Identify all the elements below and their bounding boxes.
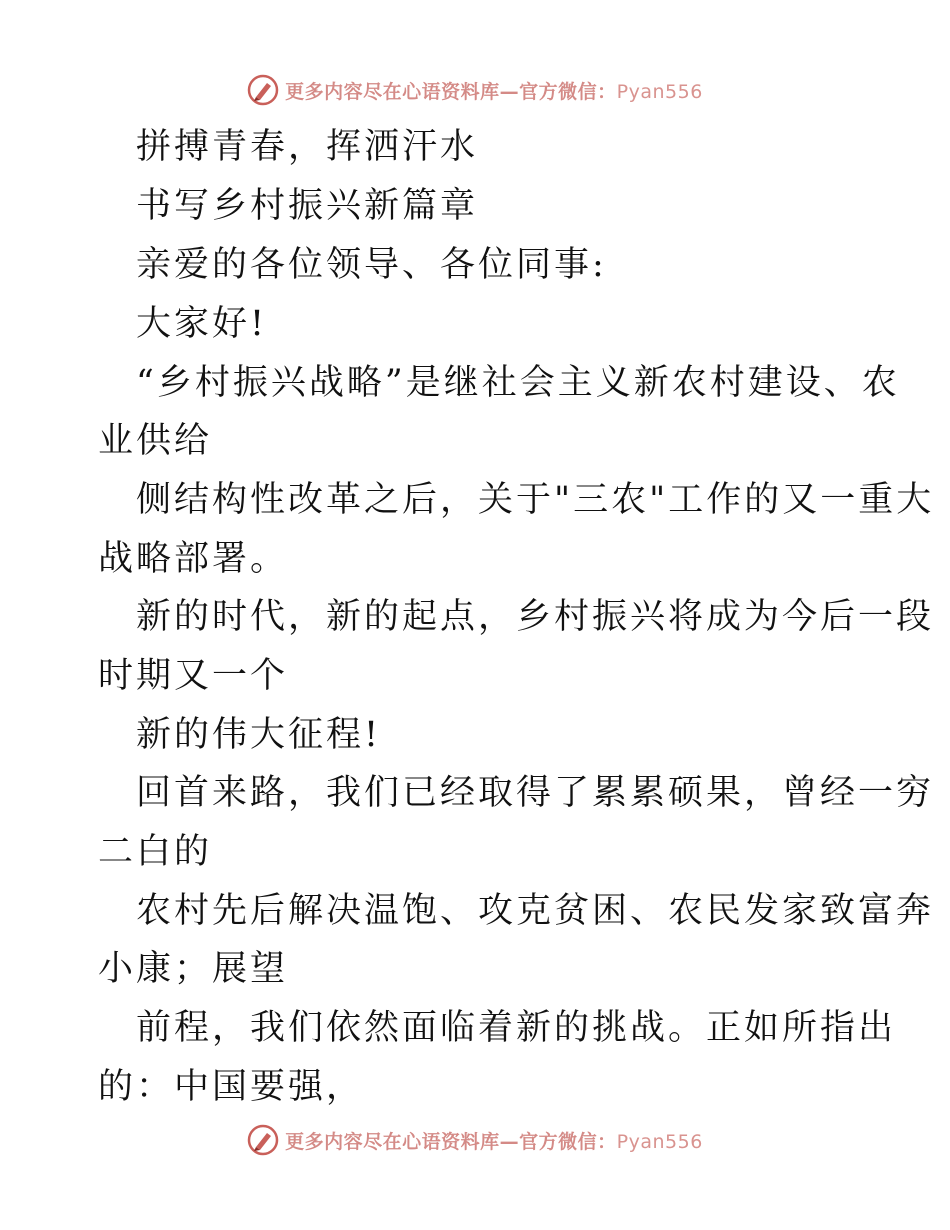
paragraph-line: 回首来路，我们已经取得了累累硕果，曾经一穷 bbox=[136, 773, 935, 813]
watermark-text: 更多内容尽在心语资料库—官方微信：Pyan556 bbox=[285, 1130, 703, 1153]
paragraph-line: 业供给 bbox=[98, 421, 213, 461]
greeting: 大家好! bbox=[136, 304, 268, 344]
paragraph-line: 时期又一个 bbox=[98, 656, 289, 696]
paragraph-line: 二白的 bbox=[98, 832, 213, 872]
title-line-2: 书写乡村振兴新篇章 bbox=[136, 186, 479, 226]
paragraph-line: 的：中国要强， bbox=[98, 1067, 365, 1107]
paragraph-line: 农村先后解决温饱、攻克贫困、农民发家致富奔 bbox=[136, 891, 935, 931]
paragraph-line: 新的时代，新的起点，乡村振兴将成为今后一段 bbox=[136, 597, 935, 637]
paragraph-line: 前程，我们依然面临着新的挑战。正如所指出 bbox=[136, 1008, 897, 1048]
pen-logo-icon bbox=[247, 1124, 279, 1156]
salutation: 亲爱的各位领导、各位同事: bbox=[136, 245, 607, 285]
footer-watermark bbox=[0, 1120, 950, 1160]
watermark-text: 更多内容尽在心语资料库—官方微信：Pyan556 bbox=[285, 80, 703, 103]
paragraph-line: “乡村振兴战略”是继社会主义新农村建设、农 bbox=[136, 363, 900, 403]
paragraph-line: 侧结构性改革之后，关于"三农"工作的又一重大 bbox=[136, 480, 935, 520]
paragraph-line: 小康；展望 bbox=[98, 949, 289, 989]
paragraph-line: 战略部署。 bbox=[98, 539, 289, 579]
title-line-1: 拼搏青春，挥洒汗水 bbox=[136, 127, 479, 167]
header-watermark bbox=[0, 70, 950, 110]
pen-logo-icon bbox=[247, 74, 279, 106]
paragraph-line: 新的伟大征程! bbox=[136, 715, 382, 755]
